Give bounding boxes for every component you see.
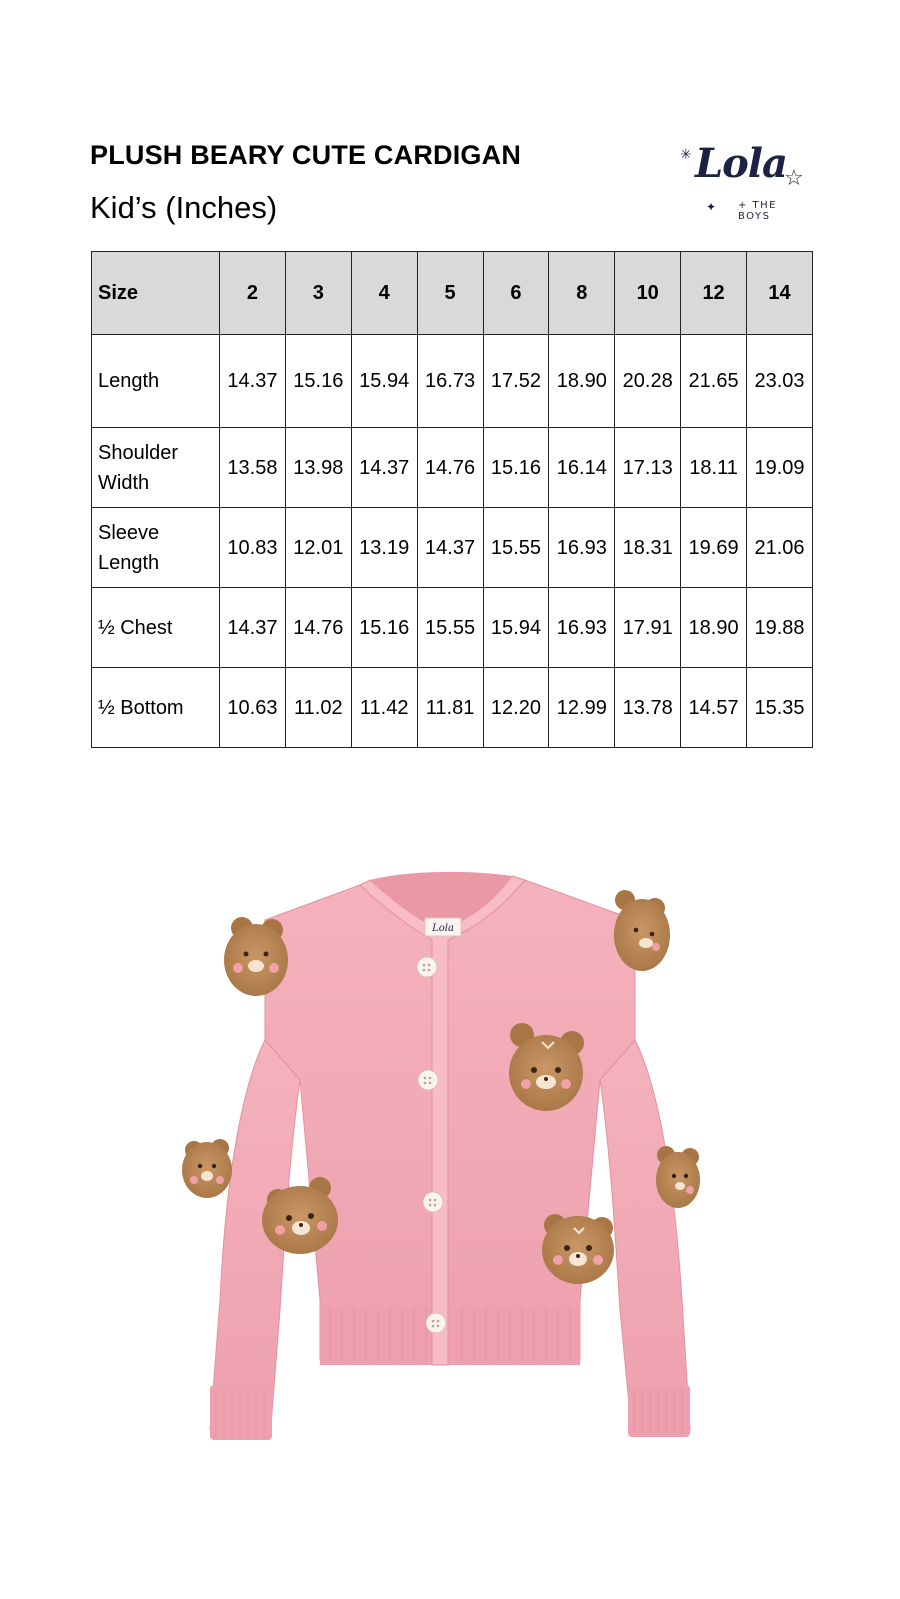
table-cell: 14.37 bbox=[351, 428, 417, 508]
cardigan-product-image bbox=[170, 830, 730, 1480]
table-cell: 15.16 bbox=[285, 335, 351, 428]
row-label: ½ Chest bbox=[92, 588, 220, 668]
header-size-col: 3 bbox=[285, 252, 351, 335]
table-cell: 16.93 bbox=[549, 508, 615, 588]
table-cell: 15.16 bbox=[351, 588, 417, 668]
table-cell: 14.76 bbox=[285, 588, 351, 668]
table-cell: 13.19 bbox=[351, 508, 417, 588]
table-cell: 15.55 bbox=[483, 508, 549, 588]
table-cell: 17.91 bbox=[615, 588, 681, 668]
right-sleeve bbox=[600, 1040, 690, 1436]
table-cell: 12.99 bbox=[549, 668, 615, 748]
bear-shoulder-right bbox=[614, 890, 670, 971]
hem-ribbing bbox=[320, 1305, 580, 1365]
table-cell: 19.88 bbox=[747, 588, 813, 668]
table-cell: 13.98 bbox=[285, 428, 351, 508]
table-cell: 21.65 bbox=[681, 335, 747, 428]
table-cell: 18.90 bbox=[681, 588, 747, 668]
table-cell: 10.63 bbox=[220, 668, 286, 748]
table-row bbox=[92, 508, 813, 588]
table-cell: 13.58 bbox=[220, 428, 286, 508]
table-cell: 11.42 bbox=[351, 668, 417, 748]
header-size-col: 2 bbox=[220, 252, 286, 335]
page-subtitle: Kid’s (Inches) bbox=[90, 190, 278, 225]
table-cell: 21.06 bbox=[747, 508, 813, 588]
row-label: Shoulder Width bbox=[92, 428, 220, 508]
table-cell: 18.11 bbox=[681, 428, 747, 508]
table-cell: 15.94 bbox=[351, 335, 417, 428]
bear-pocket-right bbox=[542, 1214, 614, 1284]
cardigan-body bbox=[265, 880, 635, 1360]
page-title: PLUSH BEARY CUTE CARDIGAN bbox=[90, 140, 522, 170]
row-label: Length bbox=[92, 335, 220, 428]
header-size-label: Size bbox=[92, 252, 220, 335]
header-size-col: 8 bbox=[549, 252, 615, 335]
table-row bbox=[92, 428, 813, 508]
sparkle-icon: ✳ bbox=[680, 146, 692, 162]
table-cell: 20.28 bbox=[615, 335, 681, 428]
star-small-icon: ✦ bbox=[706, 200, 717, 214]
table-cell: 16.73 bbox=[417, 335, 483, 428]
table-header-row bbox=[92, 252, 813, 335]
table-cell: 11.81 bbox=[417, 668, 483, 748]
table-cell: 14.37 bbox=[417, 508, 483, 588]
table-cell: 14.76 bbox=[417, 428, 483, 508]
size-chart-table bbox=[91, 251, 813, 748]
table-row bbox=[92, 668, 813, 748]
table-row bbox=[92, 588, 813, 668]
header-size-col: 4 bbox=[351, 252, 417, 335]
right-cuff bbox=[628, 1385, 690, 1437]
table-cell: 14.57 bbox=[681, 668, 747, 748]
table-cell: 18.90 bbox=[549, 335, 615, 428]
logo-subtext: + THE BOYS bbox=[738, 200, 778, 222]
left-cuff bbox=[210, 1385, 272, 1440]
bear-sleeve-left bbox=[182, 1139, 232, 1198]
row-label: Sleeve Length bbox=[92, 508, 220, 588]
table-cell: 15.35 bbox=[747, 668, 813, 748]
header-size-col: 6 bbox=[483, 252, 549, 335]
table-cell: 17.13 bbox=[615, 428, 681, 508]
table-cell: 14.37 bbox=[220, 588, 286, 668]
logo-script: Lola bbox=[695, 140, 787, 187]
header-size-col: 5 bbox=[417, 252, 483, 335]
row-label: ½ Bottom bbox=[92, 668, 220, 748]
brand-logo bbox=[680, 140, 810, 220]
table-cell: 11.02 bbox=[285, 668, 351, 748]
bear-sleeve-right bbox=[656, 1146, 700, 1208]
header-size-col: 10 bbox=[615, 252, 681, 335]
table-cell: 12.01 bbox=[285, 508, 351, 588]
star-outline-icon: ☆ bbox=[784, 165, 804, 190]
table-cell: 19.09 bbox=[747, 428, 813, 508]
table-row bbox=[92, 335, 813, 428]
table-cell: 10.83 bbox=[220, 508, 286, 588]
table-cell: 13.78 bbox=[615, 668, 681, 748]
bear-shoulder-left bbox=[224, 917, 288, 996]
table-cell: 16.93 bbox=[549, 588, 615, 668]
table-cell: 14.37 bbox=[220, 335, 286, 428]
table-cell: 15.16 bbox=[483, 428, 549, 508]
table-cell: 15.55 bbox=[417, 588, 483, 668]
table-cell: 18.31 bbox=[615, 508, 681, 588]
header-size-col: 12 bbox=[681, 252, 747, 335]
tag-text: Lola bbox=[432, 923, 454, 934]
table-cell: 17.52 bbox=[483, 335, 549, 428]
bear-chest bbox=[509, 1023, 584, 1111]
table-cell: 23.03 bbox=[747, 335, 813, 428]
table-cell: 12.20 bbox=[483, 668, 549, 748]
table-cell: 16.14 bbox=[549, 428, 615, 508]
header-size-col: 14 bbox=[747, 252, 813, 335]
table-cell: 15.94 bbox=[483, 588, 549, 668]
table-cell: 19.69 bbox=[681, 508, 747, 588]
